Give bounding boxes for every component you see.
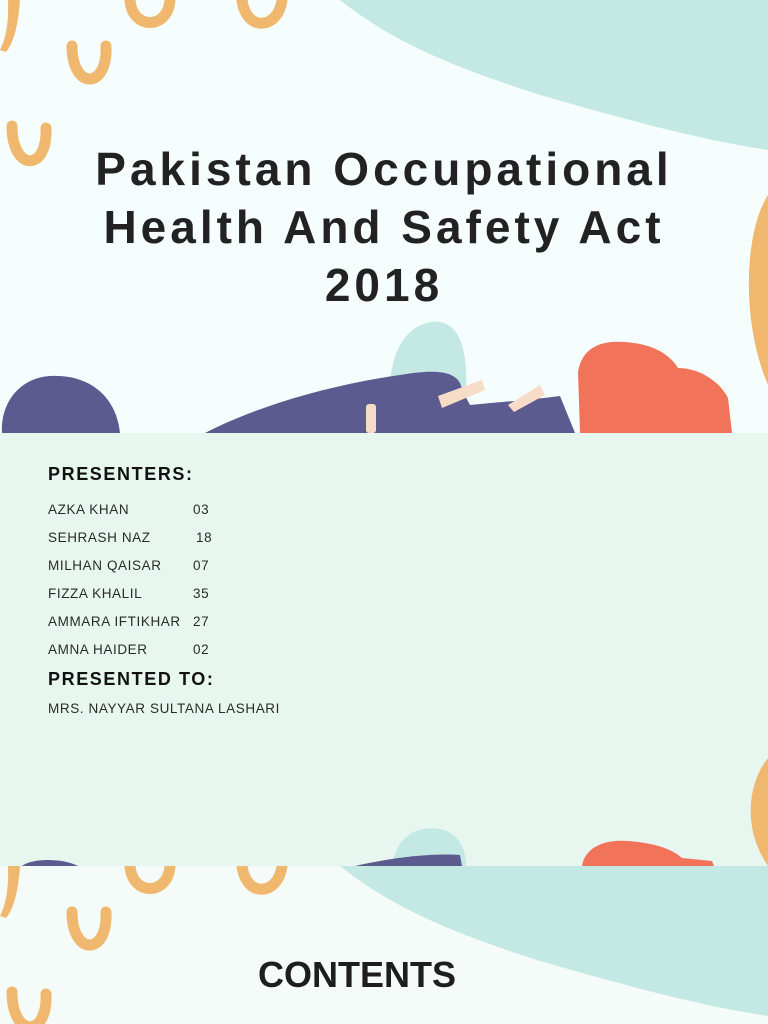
coral-blob	[578, 342, 732, 433]
presenter-roll-number: 18	[196, 530, 213, 545]
contents-heading: CONTENTS	[258, 954, 456, 995]
teal-brush-stroke	[340, 0, 768, 150]
title-slide	[0, 0, 768, 433]
presenter-roll-number: 03	[193, 502, 210, 517]
presenter-roll-number: 35	[193, 586, 210, 601]
presenter-roll-number: 27	[193, 614, 210, 629]
presenter-row	[48, 552, 348, 580]
orange-u-shape	[72, 46, 106, 79]
presenter-row	[48, 496, 348, 524]
presenter-roll-number: 07	[193, 558, 210, 573]
coral-blob	[582, 841, 714, 866]
presenter-name: AZKA KHAN	[48, 502, 130, 517]
presenters-list	[48, 496, 348, 664]
orange-u-shape	[130, 866, 170, 889]
orange-side-shape	[751, 758, 768, 866]
title-line: Pakistan Occupational	[95, 143, 673, 195]
presented-to-heading: PRESENTED TO:	[48, 669, 215, 689]
orange-arc-shape	[0, 0, 20, 52]
decorative-shapes	[0, 866, 768, 1024]
title-line: Health And Safety Act	[103, 201, 665, 253]
presenter-row	[48, 580, 348, 608]
presenter-row	[48, 636, 348, 664]
presenter-row	[48, 608, 348, 636]
orange-u-shape	[12, 992, 46, 1024]
title-line: 2018	[324, 259, 444, 311]
presenter-name: AMMARA IFTIKHAR	[48, 614, 181, 629]
contents-slide	[0, 866, 768, 1024]
orange-u-shape	[242, 0, 282, 23]
presenter-name: MILHAN QAISAR	[48, 558, 162, 573]
presenters-slide	[0, 433, 768, 866]
presenter-name: AMNA HAIDER	[48, 642, 148, 657]
presenter-name: FIZZA KHALIL	[48, 586, 143, 601]
orange-u-shape	[72, 912, 106, 945]
presenter-row	[48, 524, 348, 552]
navy-blob	[2, 376, 120, 433]
orange-u-shape	[242, 866, 282, 889]
peach-stroke	[366, 404, 376, 433]
presentation-title	[0, 140, 768, 314]
presenter-roll-number: 02	[193, 642, 210, 657]
orange-arc-shape	[0, 866, 20, 918]
presenters-heading: PRESENTERS:	[48, 464, 194, 484]
presented-to-name: MRS. NAYYAR SULTANA LASHARI	[48, 701, 281, 716]
presenter-name: SEHRASH NAZ	[48, 530, 151, 545]
orange-u-shape	[130, 0, 170, 23]
